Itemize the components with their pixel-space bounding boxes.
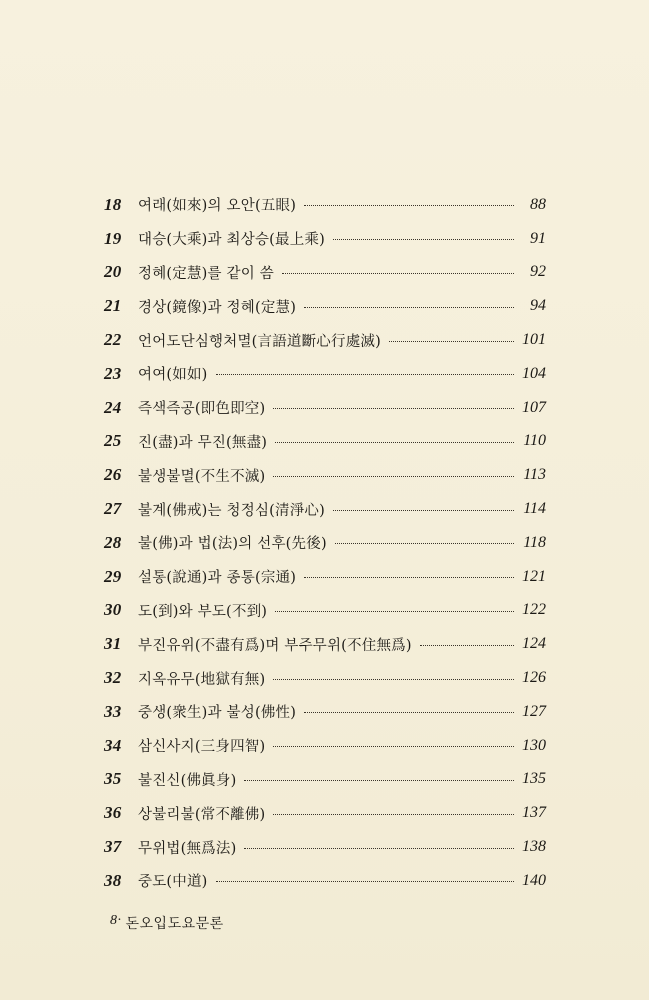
dot-leader <box>335 543 514 544</box>
page-footer <box>110 913 224 933</box>
chapter-title: 불(佛)과 법(法)의 선후(先後) <box>138 536 327 553</box>
dot-leader <box>420 645 514 646</box>
footer-page-number: 8· <box>110 913 122 928</box>
toc-entry <box>104 323 546 357</box>
chapter-page-number: 113 <box>523 466 546 484</box>
chapter-title: 정혜(定慧)를 같이 씀 <box>138 265 274 282</box>
toc-entry <box>104 729 546 763</box>
dot-leader <box>244 848 514 849</box>
toc-entry <box>104 830 546 864</box>
chapter-title: 진(盡)과 무진(無盡) <box>138 434 268 451</box>
chapter-number: 37 <box>104 837 122 857</box>
chapter-page-number: 114 <box>523 500 546 518</box>
chapter-number: 30 <box>104 600 122 620</box>
dot-leader <box>216 374 514 375</box>
chapter-number: 36 <box>104 803 122 823</box>
chapter-page-number: 121 <box>522 567 546 585</box>
chapter-title: 불진신(佛眞身) <box>138 772 237 789</box>
dot-leader <box>304 577 514 578</box>
chapter-number: 25 <box>104 431 122 451</box>
table-of-contents <box>104 188 546 898</box>
chapter-title: 지옥유무(地獄有無) <box>138 671 266 688</box>
chapter-page-number: 130 <box>522 736 546 754</box>
chapter-title: 중도(中道) <box>138 874 208 891</box>
chapter-title: 상불리불(常不離佛) <box>138 806 266 823</box>
toc-entry <box>104 391 546 425</box>
toc-entry <box>104 661 546 695</box>
dot-leader <box>273 476 514 477</box>
chapter-page-number: 126 <box>522 669 546 687</box>
chapter-title: 삼신사지(三身四智) <box>138 739 266 756</box>
chapter-title: 경상(鏡像)과 정혜(定慧) <box>138 299 297 316</box>
dot-leader <box>275 442 514 443</box>
dot-leader <box>389 341 514 342</box>
dot-leader <box>216 881 514 882</box>
dot-leader <box>304 205 514 206</box>
chapter-number: 28 <box>104 532 122 552</box>
toc-entry <box>104 256 546 290</box>
chapter-title: 여여(如如) <box>138 367 208 384</box>
chapter-number: 34 <box>104 735 122 755</box>
chapter-title: 중생(衆生)과 불성(佛性) <box>138 705 297 722</box>
dot-leader <box>273 679 514 680</box>
toc-entry <box>104 492 546 526</box>
chapter-title: 도(到)와 부도(不到) <box>138 603 268 620</box>
toc-entry <box>104 695 546 729</box>
chapter-page-number: 104 <box>522 364 546 382</box>
chapter-title: 무위법(無爲法) <box>138 840 237 857</box>
chapter-page-number: 140 <box>522 871 546 889</box>
dot-leader <box>333 510 514 511</box>
chapter-page-number: 92 <box>530 263 546 281</box>
dot-leader <box>304 307 514 308</box>
chapter-number: 35 <box>104 769 122 789</box>
toc-entry <box>104 627 546 661</box>
chapter-title: 불생불멸(不生不滅) <box>138 468 266 485</box>
chapter-number: 18 <box>104 194 122 214</box>
chapter-number: 26 <box>104 465 122 485</box>
chapter-page-number: 91 <box>530 229 546 247</box>
toc-entry <box>104 289 546 323</box>
chapter-page-number: 137 <box>522 804 546 822</box>
toc-entry <box>104 357 546 391</box>
chapter-page-number: 94 <box>530 297 546 315</box>
dot-leader <box>275 611 514 612</box>
chapter-page-number: 110 <box>523 432 546 450</box>
toc-entry <box>104 425 546 459</box>
chapter-number: 23 <box>104 363 122 383</box>
chapter-number: 33 <box>104 701 122 721</box>
chapter-number: 31 <box>104 634 122 654</box>
toc-entry <box>104 526 546 560</box>
chapter-title: 불계(佛戒)는 청정심(清淨心) <box>138 502 325 519</box>
chapter-title: 설통(說通)과 종통(宗通) <box>138 570 297 587</box>
chapter-page-number: 88 <box>530 195 546 213</box>
toc-entry <box>104 458 546 492</box>
chapter-page-number: 135 <box>522 770 546 788</box>
chapter-number: 32 <box>104 668 122 688</box>
dot-leader <box>333 239 514 240</box>
chapter-page-number: 101 <box>522 331 546 349</box>
dot-leader <box>273 408 514 409</box>
chapter-page-number: 138 <box>522 838 546 856</box>
footer-book-title: 돈오입도요문론 <box>125 916 224 932</box>
chapter-number: 24 <box>104 397 122 417</box>
chapter-title: 언어도단심행처멸(言語道斷心行處滅) <box>138 333 381 350</box>
chapter-page-number: 107 <box>522 398 546 416</box>
toc-entry <box>104 864 546 898</box>
dot-leader <box>282 273 514 274</box>
chapter-number: 22 <box>104 330 122 350</box>
chapter-page-number: 124 <box>522 635 546 653</box>
chapter-number: 20 <box>104 262 122 282</box>
toc-entry <box>104 594 546 628</box>
chapter-page-number: 127 <box>522 702 546 720</box>
chapter-number: 27 <box>104 499 122 519</box>
toc-entry <box>104 796 546 830</box>
chapter-title: 부진유위(不盡有爲)며 부주무위(不住無爲) <box>138 637 412 654</box>
chapter-number: 19 <box>104 228 122 248</box>
toc-entry <box>104 188 546 222</box>
chapter-page-number: 122 <box>522 601 546 619</box>
dot-leader <box>244 780 514 781</box>
chapter-number: 38 <box>104 870 122 890</box>
dot-leader <box>304 712 514 713</box>
chapter-number: 29 <box>104 566 122 586</box>
chapter-title: 즉색즉공(即色即空) <box>138 401 266 418</box>
dot-leader <box>273 814 514 815</box>
chapter-page-number: 118 <box>523 533 546 551</box>
toc-entry <box>104 763 546 797</box>
chapter-number: 21 <box>104 296 122 316</box>
toc-entry <box>104 560 546 594</box>
chapter-title: 대승(大乘)과 최상승(最上乘) <box>138 232 325 249</box>
toc-entry <box>104 222 546 256</box>
chapter-title: 여래(如來)의 오안(五眼) <box>138 198 297 215</box>
dot-leader <box>273 746 514 747</box>
